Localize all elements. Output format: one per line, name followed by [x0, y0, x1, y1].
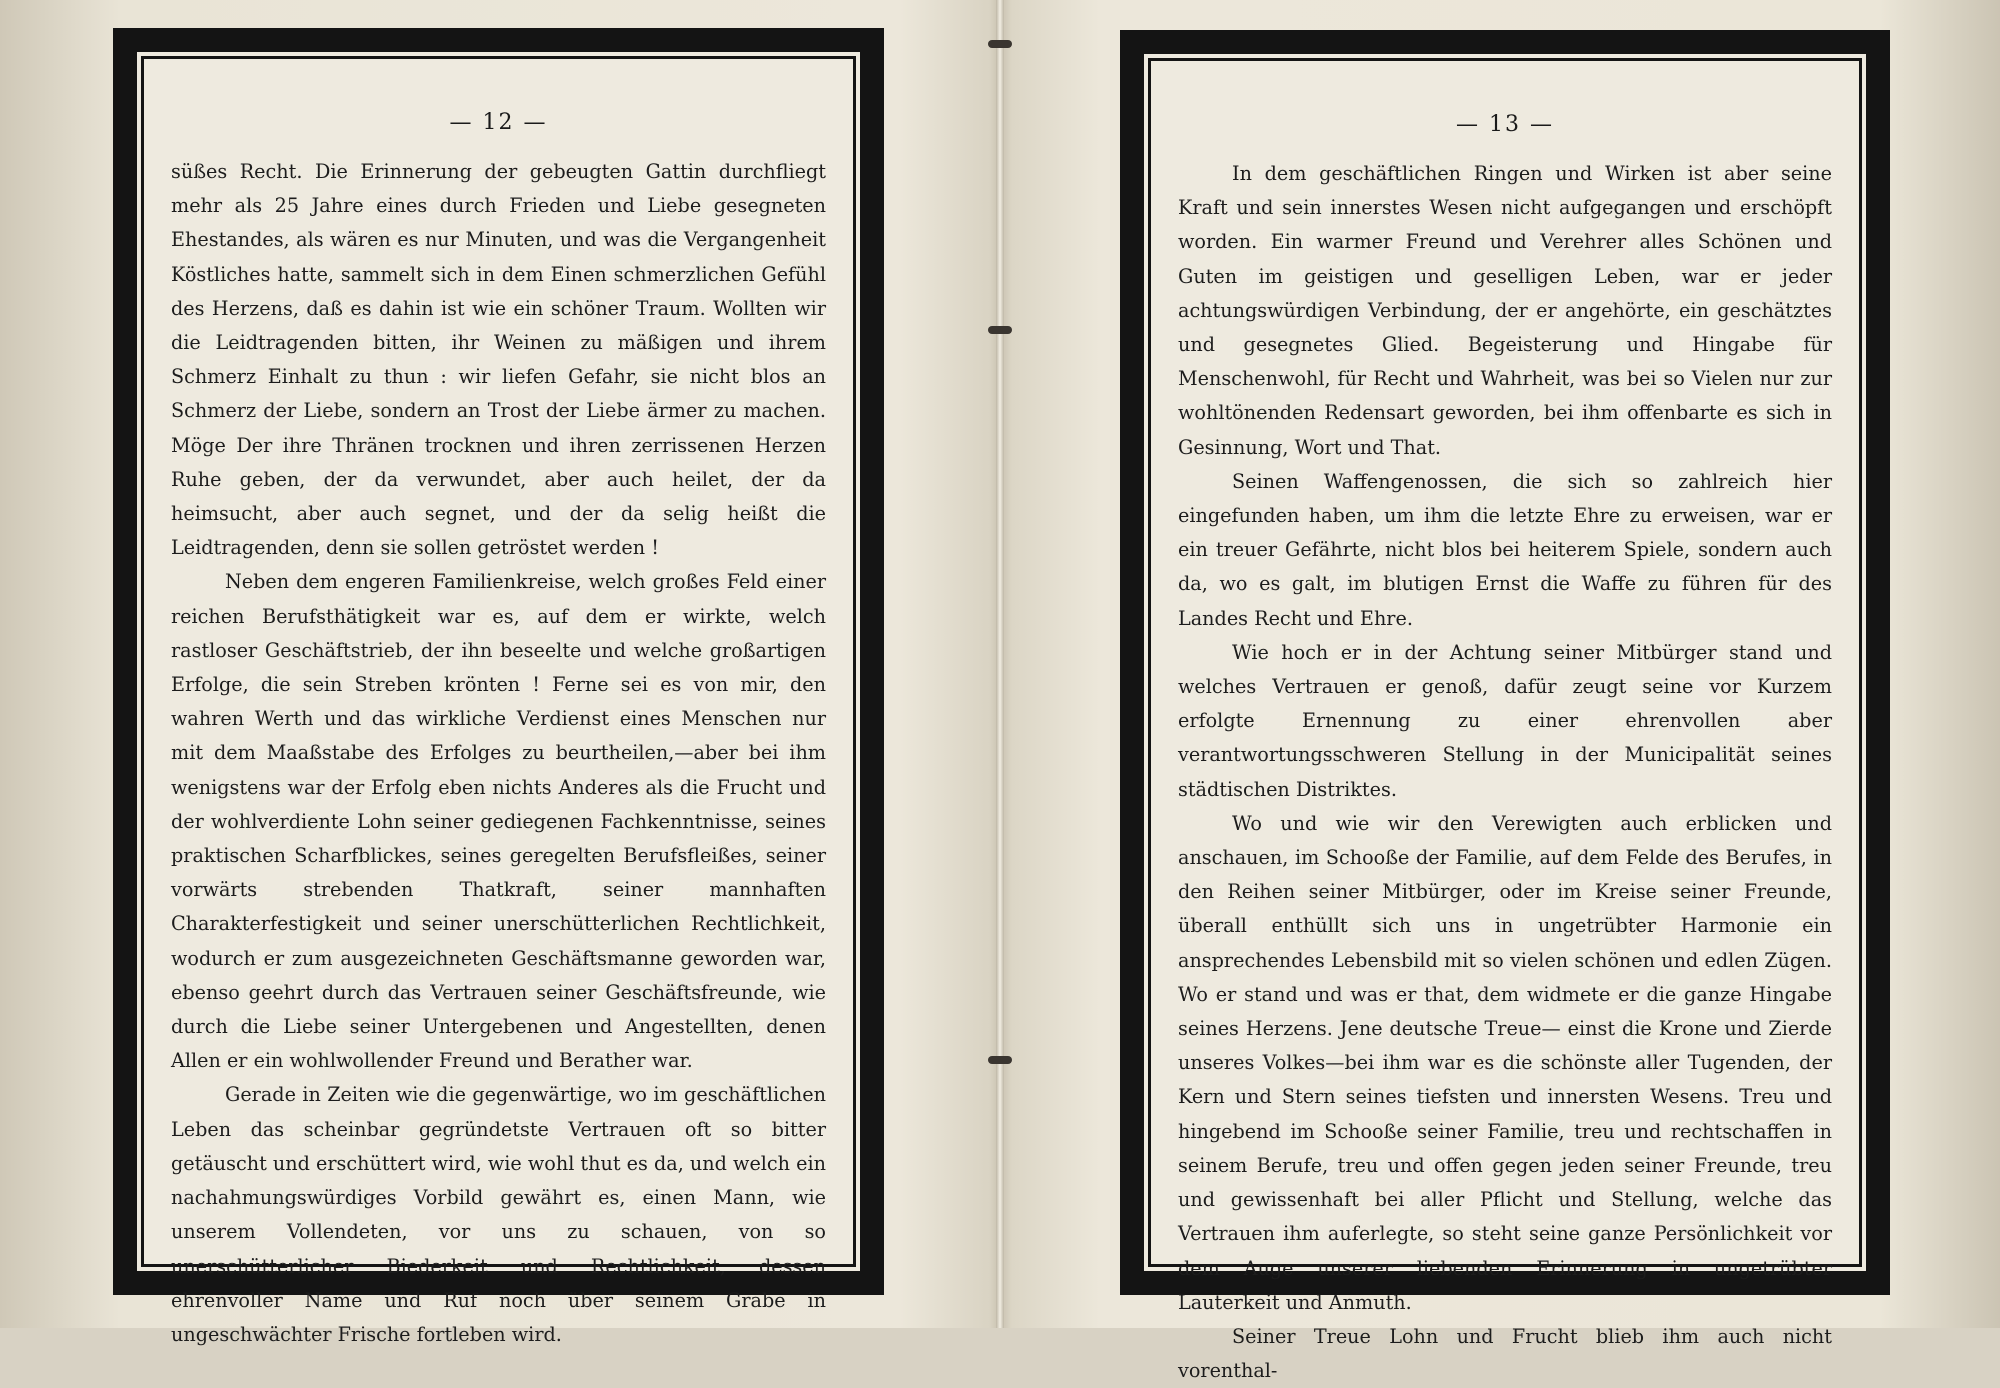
paragraph: Seinen Waffengenossen, die sich so zahlreich hier eingefunden haben, um ihm die letzte Ehre zu erweisen, war er ein treuer Gefährte, nicht blos bei heiterem Spiele, sondern auch da, wo es galt, im blutigen Ernst die Waffe zu führen für des Landes Recht und Ehre.: [1178, 469, 1832, 630]
binding-stitch: [988, 326, 1012, 334]
paragraph: Wie hoch er in der Achtung seiner Mitbürger stand und welches Vertrauen er genoß, dafür zeugt seine vor Kurzem erfolgte Ernennung zu einer ehrenvollen aber verantwortungsschweren Stellung in der Municipalität seines städtischen Distriktes.: [1178, 640, 1832, 801]
paragraph: süßes Recht. Die Erinnerung der gebeugten Gattin durchfliegt mehr als 25 Jahre eines durch Frieden und Liebe gesegneten Ehestandes, als wären es nur Minuten, und was die Vergangenheit Köstliches hatte, sammelt sich in dem Einen schmerzlichen Gefühl des Herzens, daß es dahin ist wie ein schöner Traum. Wollten wir die Leidtragenden bitten, ihr Weinen zu mäßigen und ihrem Schmerz Einhalt zu thun : wir liefen Gefahr, sie nicht blos an Schmerz der Liebe, sondern an Trost der Liebe ärmer zu machen. Möge Der ihre Thränen trocknen und ihren zerrissenen Herzen Ruhe geben, der da verwundet, aber auch heilet, der da heimsucht, aber auch segnet, und der da selig heißt die Leidtragenden, denn sie sollen getröstet werden !: [171, 160, 826, 560]
paragraph: Seiner Treue Lohn und Frucht blieb ihm auch nicht vorenthal-: [1178, 1324, 1832, 1383]
left-page-mourning-border: [113, 28, 884, 1346]
right-page-mourning-border: [1120, 30, 1890, 1383]
book-gutter: [996, 0, 1004, 1328]
paragraph: Gerade in Zeiten wie die gegenwärtige, wo im geschäftlichen Leben das scheinbar gegründetste Vertrauen oft so bitter getäuscht und erschüttert wird, wie wohl thut es da, und welch ein nachahmungswürdiges Vorbild gewährt es, einen Mann, wie unserem Vollendeten, vor uns zu schauen, von so unerschütterlicher Biederkeit und Rechtlichkeit, dessen ehrenvoller Name und Ruf noch über seinem Grabe in ungeschwächter Frische fortleben wird.: [171, 1083, 826, 1346]
binding-stitch: [988, 40, 1012, 48]
page-text: [1178, 157, 1832, 1388]
paragraph: Neben dem engeren Familienkreise, welch großes Feld einer reichen Berufsthätigkeit war es, auf dem er wirkte, welch rastloser Geschäftstrieb, der ihn beseelte und welche großartigen Erfolge, die sein Streben krönten ! Ferne sei es von mir, den wahren Werth und das wirkliche Verdienst eines Menschen nur mit dem Maaßstabe des Erfolges zu beurtheilen,—aber bei ihm wenigstens war der Erfolg eben nichts Anderes als die Frucht und der wohlverdiente Lohn seiner gediegenen Fachkenntnisse, seines praktischen Scharfblickes, seines geregelten Berufsfleißes, seiner vorwärts strebenden Thatkraft, seiner mannhaften Charakterfestigkeit und seiner unerschütterlichen Rechtlichkeit, wodurch er zum ausgezeichneten Geschäftsmanne geworden war, ebenso geehrt durch das Vertrauen seiner Geschäftsfreunde, wie durch die Liebe seiner Untergebenen und Angestellten, denen Allen er ein wohlwollender Freund und Berather war.: [171, 570, 826, 1073]
page-text: [171, 155, 826, 1352]
paragraph: Wo und wie wir den Verewigten auch erblicken und anschauen, im Schooße der Familie, auf dem Felde des Berufes, in den Reihen seiner Mitbürger, oder im Kreise seiner Freunde, überall enthüllt sich uns in ungetrübter Harmonie ein ansprechendes Lebensbild mit so vielen schönen und edlen Zügen. Wo er stand und was er that, dem widmete er die ganze Hingabe seines Herzens. Jene deutsche Treue— einst die Krone und Zierde unseres Volkes—bei ihm war es die schönste aller Tugenden, der Kern und Stern seines tiefsten und innersten Wesens. Treu und hingebend im Schooße seiner Familie, treu und rechtschaffen in seinem Berufe, treu und offen gegen jeden seiner Freunde, treu und gewissenhaft bei aller Pflicht und Stellung, welche das Vertrauen ihm auferlegte, so steht seine ganze Persönlichkeit vor dem Auge unserer liebenden Erinnerung in ungetrübter Lauterkeit und Anmuth.: [1178, 811, 1832, 1314]
left-page-content: [171, 110, 826, 1346]
page-number: — 12 —: [449, 110, 548, 135]
page-number: — 13 —: [1456, 112, 1554, 137]
binding-stitch: [988, 1056, 1012, 1064]
right-page-content: [1178, 112, 1832, 1383]
paragraph: In dem geschäftlichen Ringen und Wirken ist aber seine Kraft und sein innerstes Wesen nicht aufgegangen und erschöpft worden. Ein warmer Freund und Verehrer alles Schönen und Guten im geistigen und geselligen Leben, war er jeder achtungswürdigen Verbindung, der er angehörte, ein geschätztes und gesegnetes Glied. Begeisterung und Hingabe für Menschenwohl, für Recht und Wahrheit, was bei so Vielen nur zur wohltönenden Redensart geworden, bei ihm offenbarte es sich in Gesinnung, Wort und That.: [1178, 162, 1832, 459]
